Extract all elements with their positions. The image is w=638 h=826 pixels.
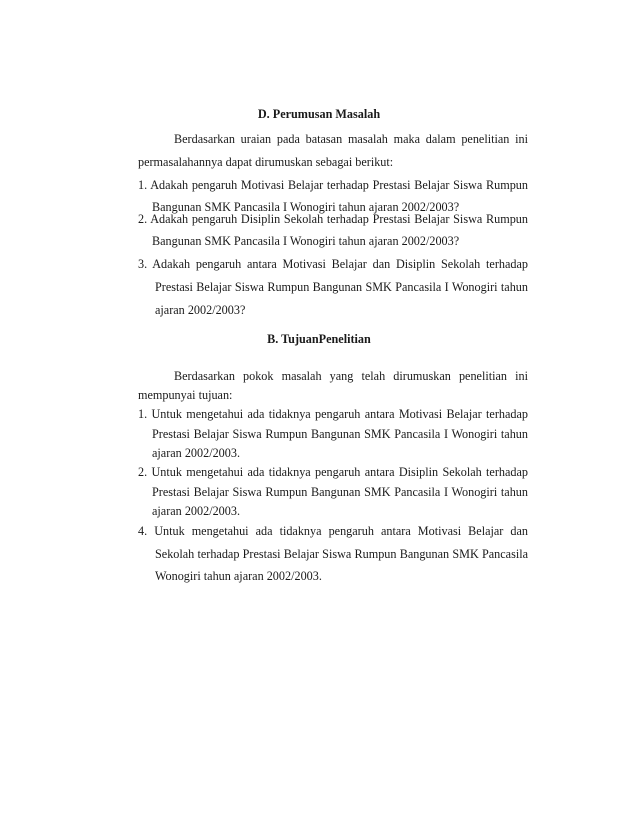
- section1-item-2-line1: 2. Adakah pengaruh Disiplin Sekolah terhadap Prestasi Belajar Siswa Rumpun: [138, 212, 528, 226]
- section2-item-1-line2: Prestasi Belajar Siswa Rumpun Bangunan SMK Pancasila I Wonogiri tahun: [152, 427, 528, 441]
- section2-item-4-line3: Wonogiri tahun ajaran 2002/2003.: [155, 569, 322, 583]
- section1-item-3-line1: 3. Adakah pengaruh antara Motivasi Belajar dan Disiplin Sekolah terhadap: [138, 257, 528, 271]
- section2-item-4-line2: Sekolah terhadap Prestasi Belajar Siswa Rumpun Bangunan SMK Pancasila: [155, 547, 528, 561]
- section1-intro-line1: Berdasarkan uraian pada batasan masalah maka dalam penelitian ini: [174, 132, 528, 146]
- section1-item-1-line2: Bangunan SMK Pancasila I Wonogiri tahun ajaran 2002/2003?: [152, 200, 460, 214]
- section1-item-2-line2: Bangunan SMK Pancasila I Wonogiri tahun ajaran 2002/2003?: [152, 234, 460, 248]
- section1-intro-line2: permasalahannya dapat dirumuskan sebagai berikut:: [138, 155, 394, 169]
- section2-item-2-line3: ajaran 2002/2003.: [152, 504, 240, 518]
- section-heading-perumusan-masalah: D. Perumusan Masalah: [257, 107, 381, 121]
- section2-intro-line1: Berdasarkan pokok masalah yang telah dirumuskan penelitian ini: [174, 369, 528, 383]
- section-heading-tujuan-penelitian: B. TujuanPenelitian: [267, 332, 371, 346]
- section2-item-2-line1: 2. Untuk mengetahui ada tidaknya pengaruh antara Disiplin Sekolah terhadap: [138, 465, 528, 479]
- section2-intro-line2: mempunyai tujuan:: [138, 388, 233, 402]
- section2-item-2-line2: Prestasi Belajar Siswa Rumpun Bangunan SMK Pancasila I Wonogiri tahun: [152, 485, 528, 499]
- section1-item-3-line2: Prestasi Belajar Siswa Rumpun Bangunan SMK Pancasila I Wonogiri tahun: [155, 280, 528, 294]
- section2-item-1-line3: ajaran 2002/2003.: [152, 446, 240, 460]
- section2-item-4-line1: 4. Untuk mengetahui ada tidaknya pengaruh antara Motivasi Belajar dan: [138, 524, 528, 538]
- section1-item-1-line1: 1. Adakah pengaruh Motivasi Belajar terhadap Prestasi Belajar Siswa Rumpun: [138, 178, 528, 192]
- section2-item-1-line1: 1. Untuk mengetahui ada tidaknya pengaruh antara Motivasi Belajar terhadap: [138, 407, 528, 421]
- section1-item-3-line3: ajaran 2002/2003?: [155, 303, 246, 317]
